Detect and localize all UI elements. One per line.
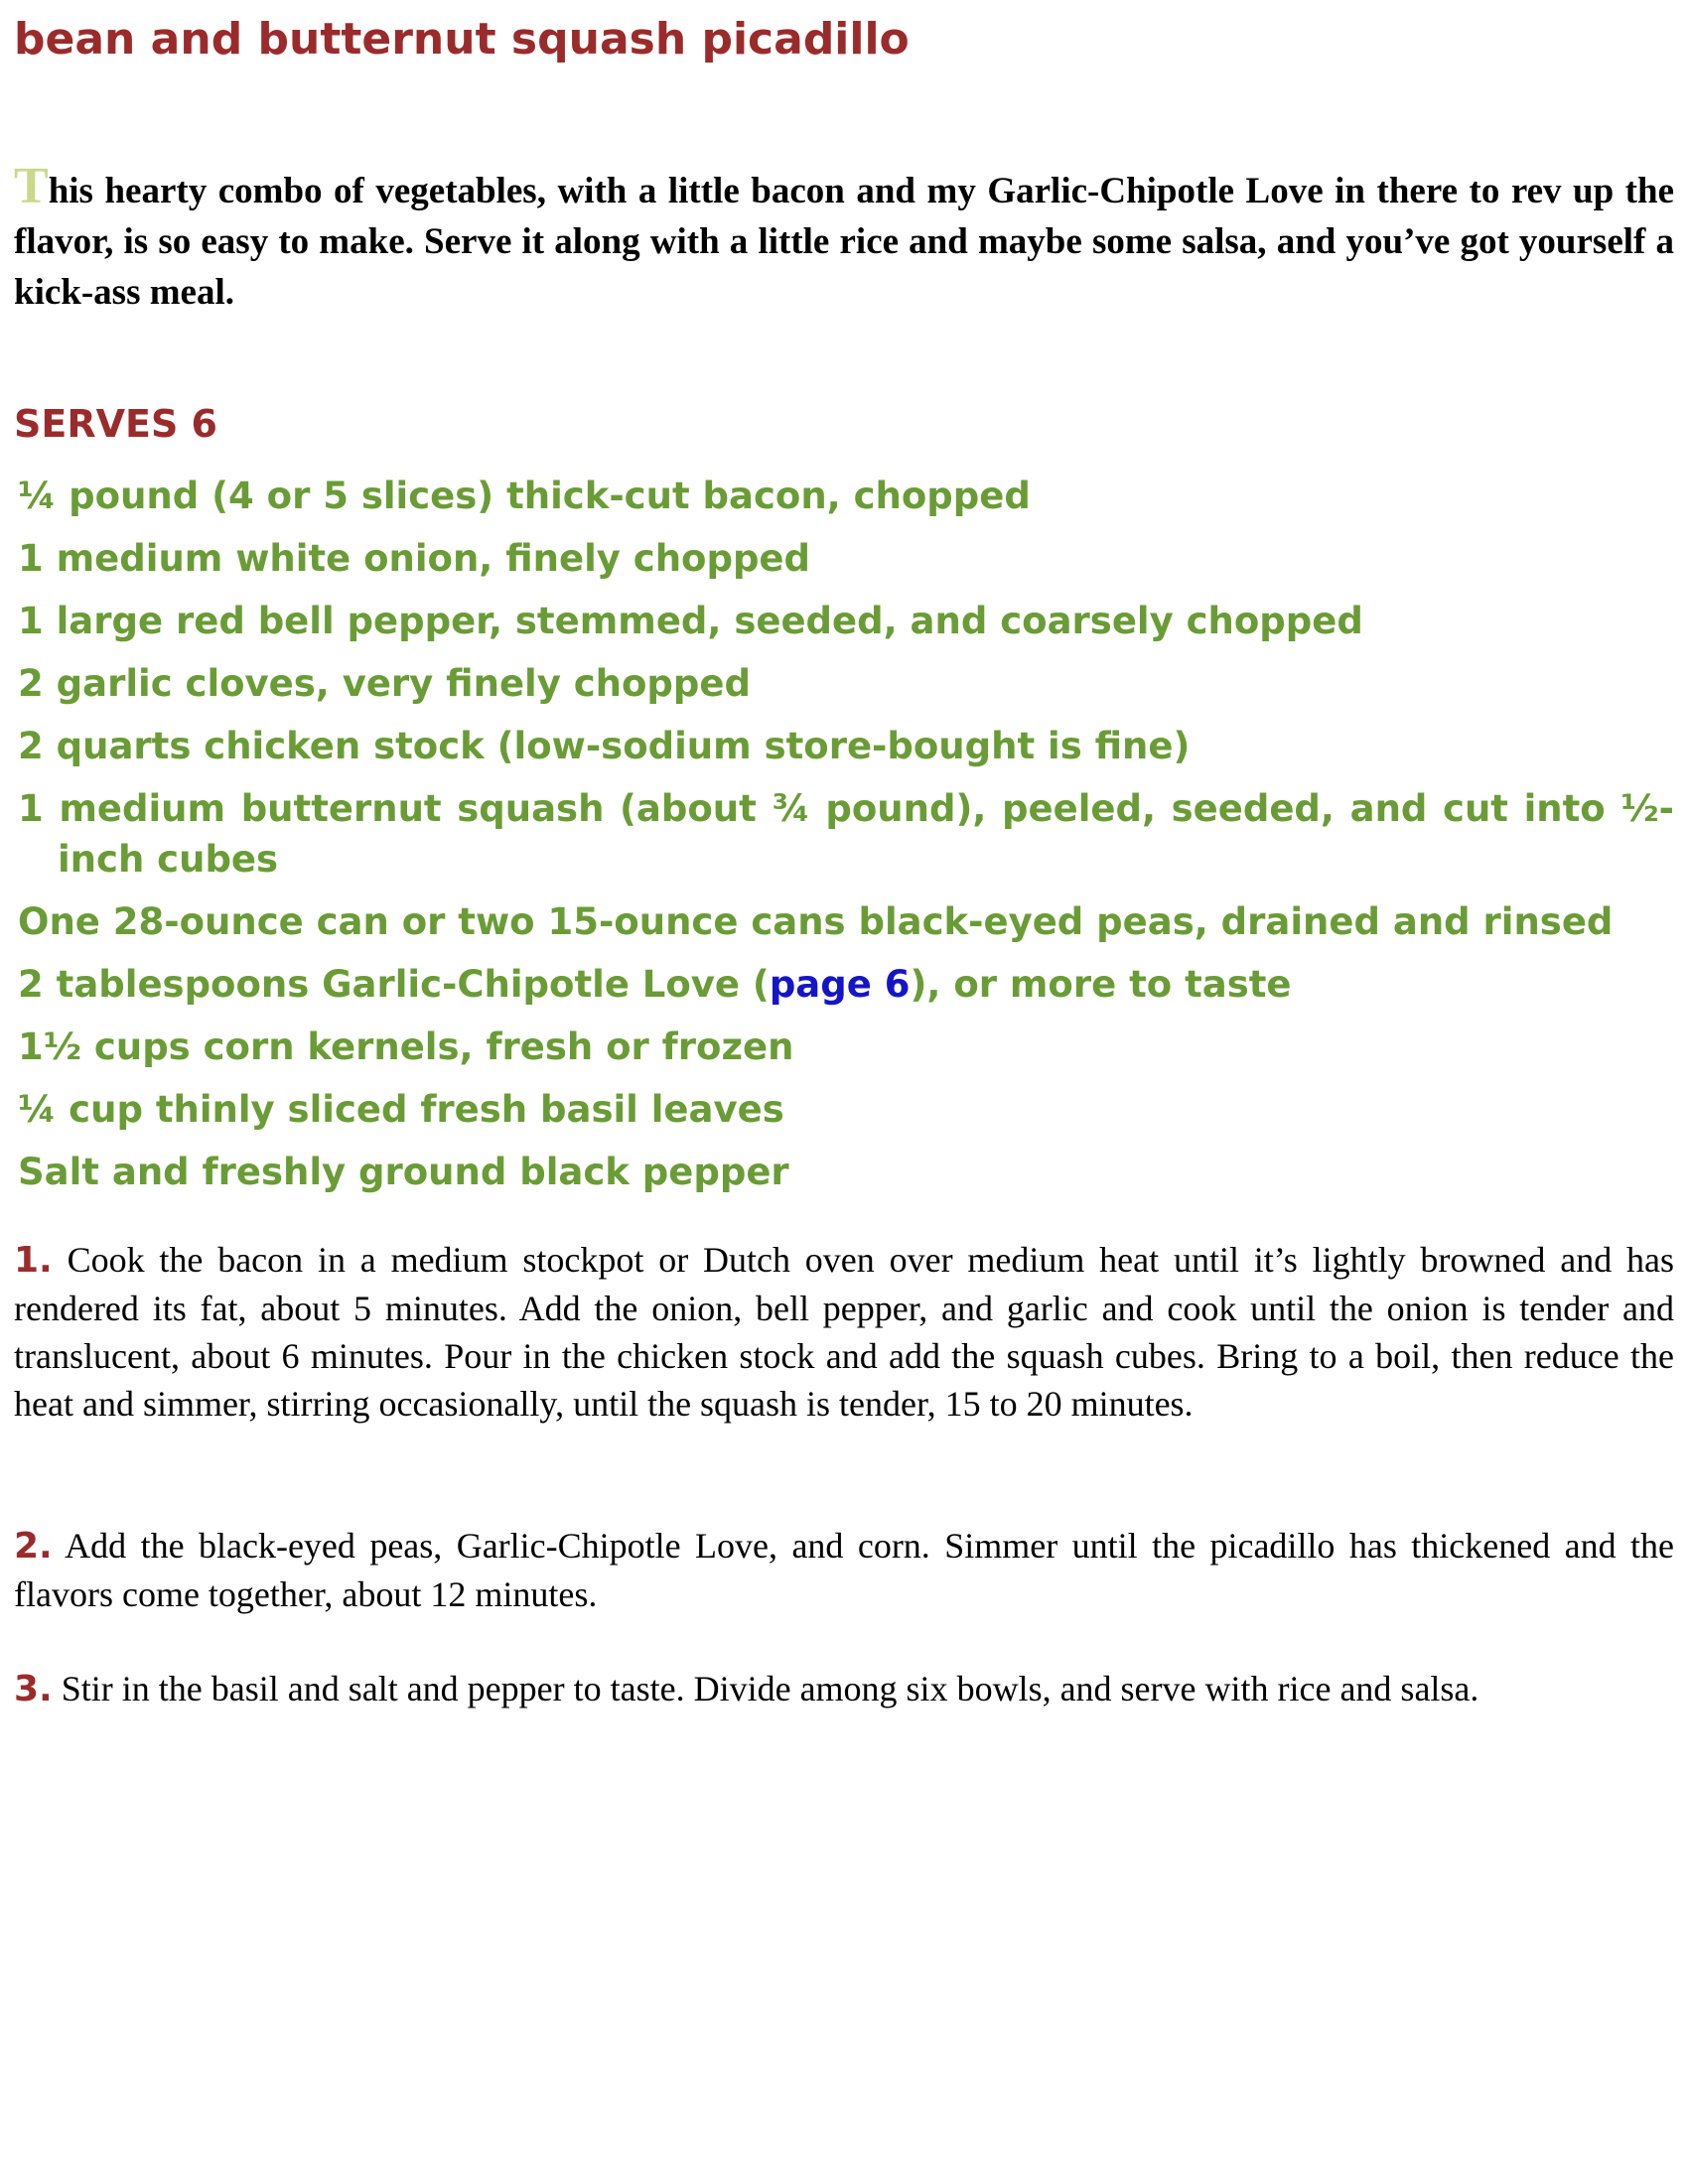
step-1 [14,1236,1674,1428]
ingredient-item: 1 medium butternut squash (about ¾ pound), peeled, seeded, and cut into ½-inch cubes [18,787,1674,881]
ingredient-item: One 28-ounce can or two 15-ounce cans black-eyed peas, drained and rinsed [18,900,1614,943]
recipe-intro [14,158,1674,318]
intro-dropcap: T [14,158,49,214]
step-text: Add the black-eyed peas, Garlic-Chipotle Love, and corn. Simmer until the picadillo has thickened and the flavors come together, about 12 minutes. [14,1526,1674,1614]
step-text: Cook the bacon in a medium stockpot or Dutch oven over medium heat until it’s lightly browned and has rendered its fat, about 5 minutes. Add the onion, bell pepper, and garlic and cook until the onion is tender and translucent, about 6 minutes. Pour in the chicken stock and add the squash cubes. Bring to a boil, then reduce the heat and simmer, stirring occasionally, until the squash is tender, 15 to 20 minutes. [14,1240,1674,1424]
step-number: 3. [14,1669,53,1709]
ingredient-item: 1 medium white onion, finely chopped [18,537,811,580]
ingredient-item: ¼ cup thinly sliced fresh basil leaves [18,1088,784,1131]
ingredient-item: 1½ cups corn kernels, fresh or frozen [18,1025,794,1068]
ingredient-item: 2 garlic cloves, very finely chopped [18,662,751,705]
step-text: Stir in the basil and salt and pepper to taste. Divide among six bowls, and serve with rice and salsa. [61,1669,1479,1708]
ingredient-list [18,471,1674,1209]
step-2 [14,1522,1674,1618]
ingredient-item [18,959,1674,1010]
ingredient-text-after: ), or more to taste [910,963,1292,1006]
ingredient-text-before: 2 tablespoons Garlic-Chipotle Love ( [18,963,770,1006]
intro-text: his hearty combo of vegetables, with a little bacon and my Garlic-Chipotle Love in there to rev up the flavor, is so easy to make. Serve it along with a little rice and maybe some salsa, and you’ve got yourself a kick-ass meal. [14,171,1674,313]
step-3 [14,1665,1674,1713]
step-number: 1. [14,1240,53,1281]
recipe-title: bean and butternut squash picadillo [14,14,910,65]
page-link[interactable]: page 6 [769,963,911,1006]
ingredient-item: Salt and freshly ground black pepper [18,1151,789,1193]
ingredient-item: 2 quarts chicken stock (low-sodium store-bought is fine) [18,725,1191,767]
ingredient-item: ¼ pound (4 or 5 slices) thick-cut bacon, chopped [18,475,1031,517]
ingredient-item: 1 large red bell pepper, stemmed, seeded, and coarsely chopped [18,600,1363,642]
serves-heading: SERVES 6 [14,402,217,446]
step-number: 2. [14,1526,53,1567]
